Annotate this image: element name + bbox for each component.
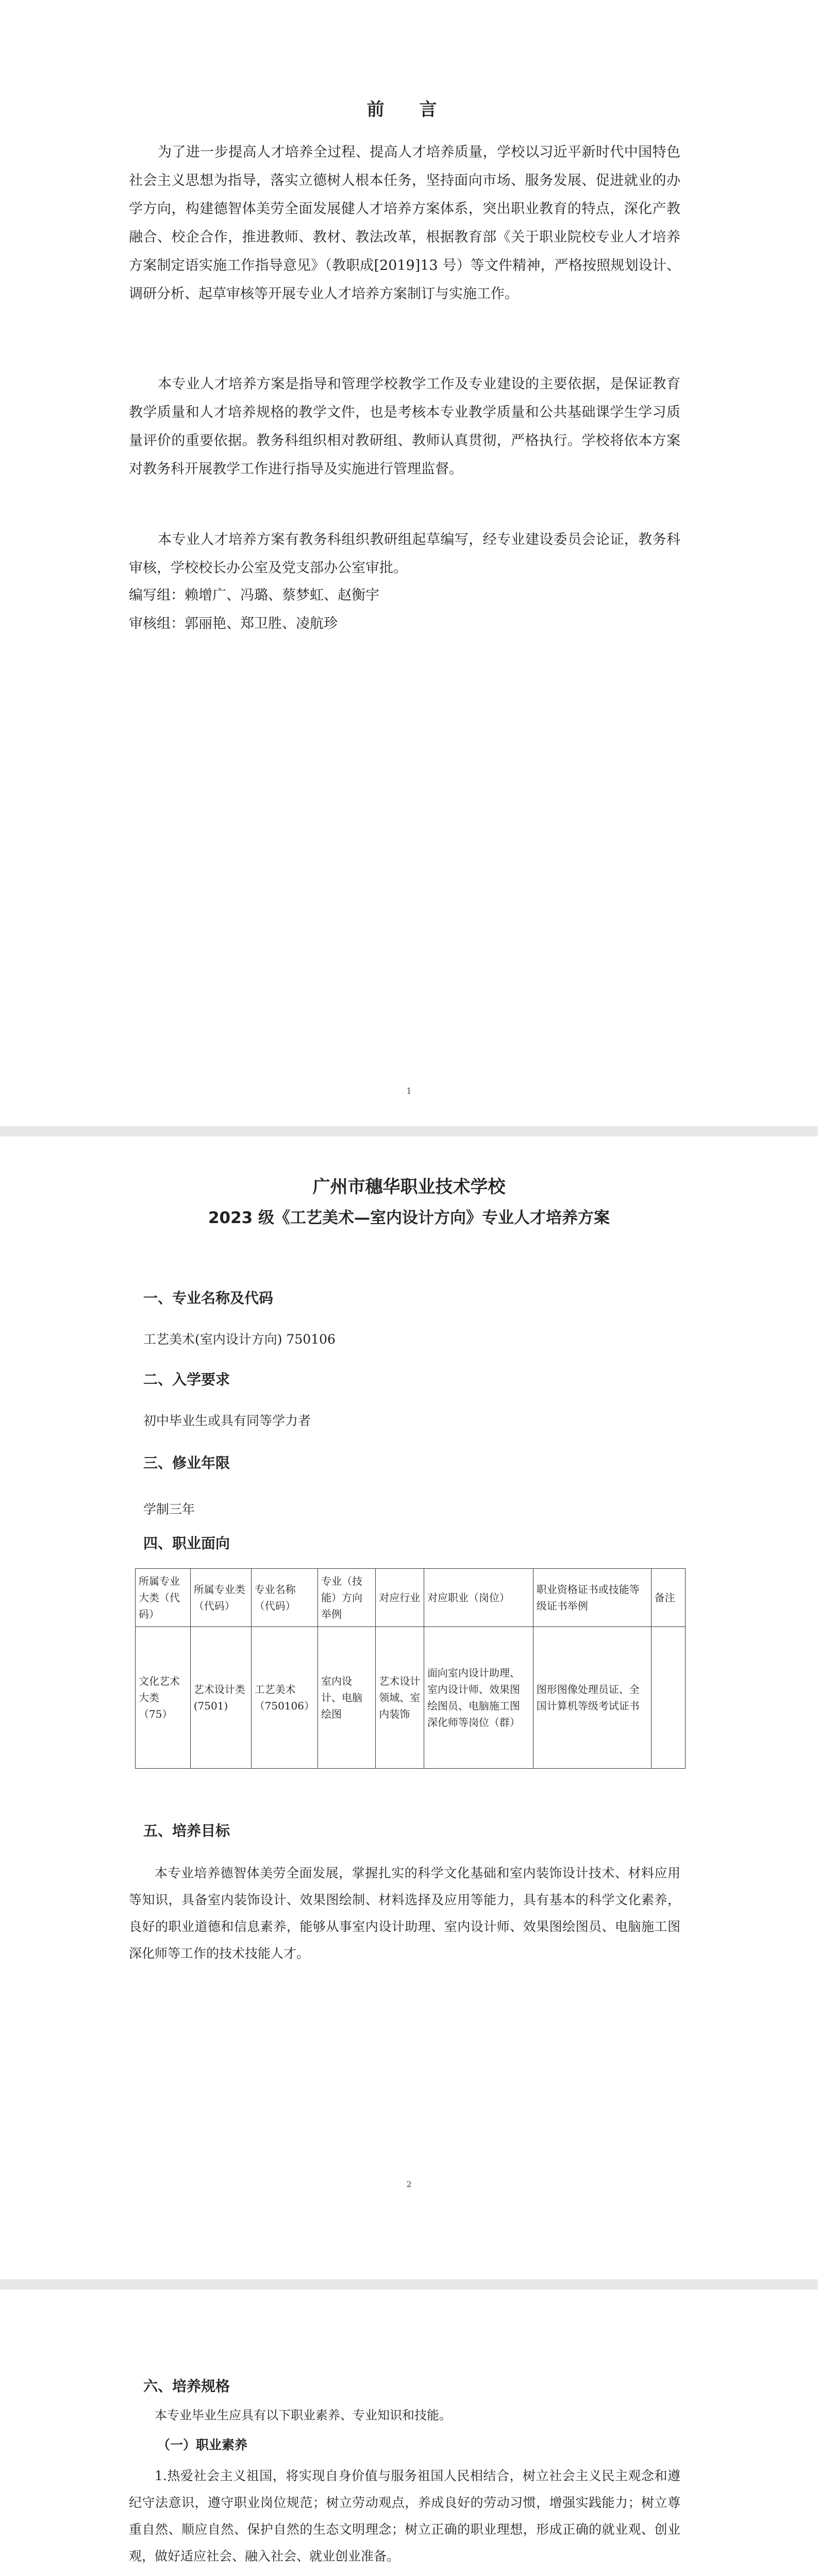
reviewers-line: 审核组：郭丽艳、郑卫胜、凌航珍 [129, 616, 338, 632]
page-number: 1 [406, 1086, 412, 1096]
table-cell: 工艺美术（750106） [251, 1627, 318, 1769]
table-header-cell: 备注 [651, 1569, 685, 1627]
spec-intro: 本专业毕业生应具有以下职业素养、专业知识和技能。 [155, 2408, 452, 2422]
study-duration: 学制三年 [143, 1502, 195, 1517]
table-cell: 艺术设计类(7501) [190, 1627, 251, 1769]
table-cell: 室内设计、电脑绘图 [318, 1627, 375, 1769]
preface-paragraph-2: 本专业人才培养方案是指导和管理学校教学工作及专业建设的主要依据，是保证教育教学质量和人才培养规格的教学文件，也是考核本专业教学质量和公共基础课学生学习质量评价的重要依据。教务科组织相对教研组、教师认真贯彻，严格执行。学校将依本方案对教务科开展教学工作进行指导及实施进行管理监督。 [129, 376, 680, 477]
occupation-table [135, 1568, 686, 1769]
page-1 [0, 0, 818, 1126]
subheading-professional-quality: （一）职业素养 [157, 2437, 248, 2452]
table-row [136, 1627, 686, 1769]
section-heading-1: 一、专业名称及代码 [143, 1290, 274, 1307]
table-header-cell: 对应行业 [376, 1569, 424, 1627]
table-cell [651, 1627, 685, 1769]
table-header-cell: 专业名称（代码） [251, 1569, 318, 1627]
table-header-cell: 职业资格证书或技能等级证书举例 [533, 1569, 651, 1627]
table-header-cell: 所属专业类（代码） [190, 1569, 251, 1627]
table-header-cell: 所属专业大类（代码） [136, 1569, 191, 1627]
section-heading-4: 四、职业面向 [143, 1535, 230, 1552]
editors-line: 编写组：赖增广、冯璐、蔡梦虹、赵衡宇 [129, 587, 379, 603]
table-header-cell: 专业（技能）方向举例 [318, 1569, 375, 1627]
table-cell: 文化艺术大类（75） [136, 1627, 191, 1769]
table-header-row [136, 1569, 686, 1627]
major-name-code: 工艺美术(室内设计方向) 750106 [143, 1332, 336, 1347]
section-heading-2: 二、入学要求 [143, 1371, 230, 1388]
preface-title: 前 言 [366, 99, 452, 120]
entry-requirement: 初中毕业生或具有同等学力者 [143, 1413, 311, 1428]
table-cell: 艺术设计领域、室内装饰 [376, 1627, 424, 1769]
preface-paragraph-3: 本专业人才培养方案有教务科组织教研组起草编写，经专业建设委员会论证，教务科审核，学校校长办公室及党支部办公室审批。 [129, 532, 680, 576]
school-name: 广州市穗华职业技术学校 [312, 1177, 506, 1197]
quality-item-1: 1.热爱社会主义祖国，将实现自身价值与服务祖国人民相结合，树立社会主义民主观念和遵纪守法意识，遵守职业岗位规范；树立劳动观点，养成良好的劳动习惯，增强实践能力；树立尊重自然、顺应自然、保护自然的生态文明理念；树立正确的职业理想，形成正确的就业观、创业观，做好适应社会、融入社会、就业创业准备。 [129, 2468, 680, 2564]
table-header-cell: 对应职业（岗位） [424, 1569, 533, 1627]
section-heading-5: 五、培养目标 [143, 1822, 230, 1839]
section-heading-6: 六、培养规格 [143, 2378, 230, 2395]
page-number: 2 [406, 2179, 412, 2189]
training-goal-text: 本专业培养德智体美劳全面发展，掌握扎实的科学文化基础和室内装饰设计技术、材料应用等知识，具备室内装饰设计、效果图绘制、材料选择及应用等能力，具有基本的科学文化素养，良好的职业道德和信息素养，能够从事室内设计助理、室内设计师、效果图绘图员、电脑施工图深化师等工作的技术技能人才。 [129, 1866, 680, 1961]
table-cell: 面向室内设计助理、室内设计师、效果图绘图员、电脑施工图深化师等岗位（群） [424, 1627, 533, 1769]
table-cell: 图形图像处理员证、全国计算机等级考试证书 [533, 1627, 651, 1769]
program-title: 2023 级《工艺美术—室内设计方向》专业人才培养方案 [208, 1209, 610, 1227]
preface-paragraph-1: 为了进一步提高人才培养全过程、提高人才培养质量，学校以习近平新时代中国特色社会主义思想为指导，落实立德树人根本任务，坚持面向市场、服务发展、促进就业的办学方向，构建德智体美劳全面发展健人才培养方案体系，突出职业教育的特点，深化产教融合、校企合作，推进教师、教材、教法改革，根据教育部《关于职业院校专业人才培养方案制定语实施工作指导意见》（教职成[2019]13 号）等文件精神，严格按照规划设计、调研分析、起草审核等开展专业人才培养方案制订与实施工作。 [129, 144, 680, 302]
section-heading-3: 三、修业年限 [143, 1454, 230, 1471]
